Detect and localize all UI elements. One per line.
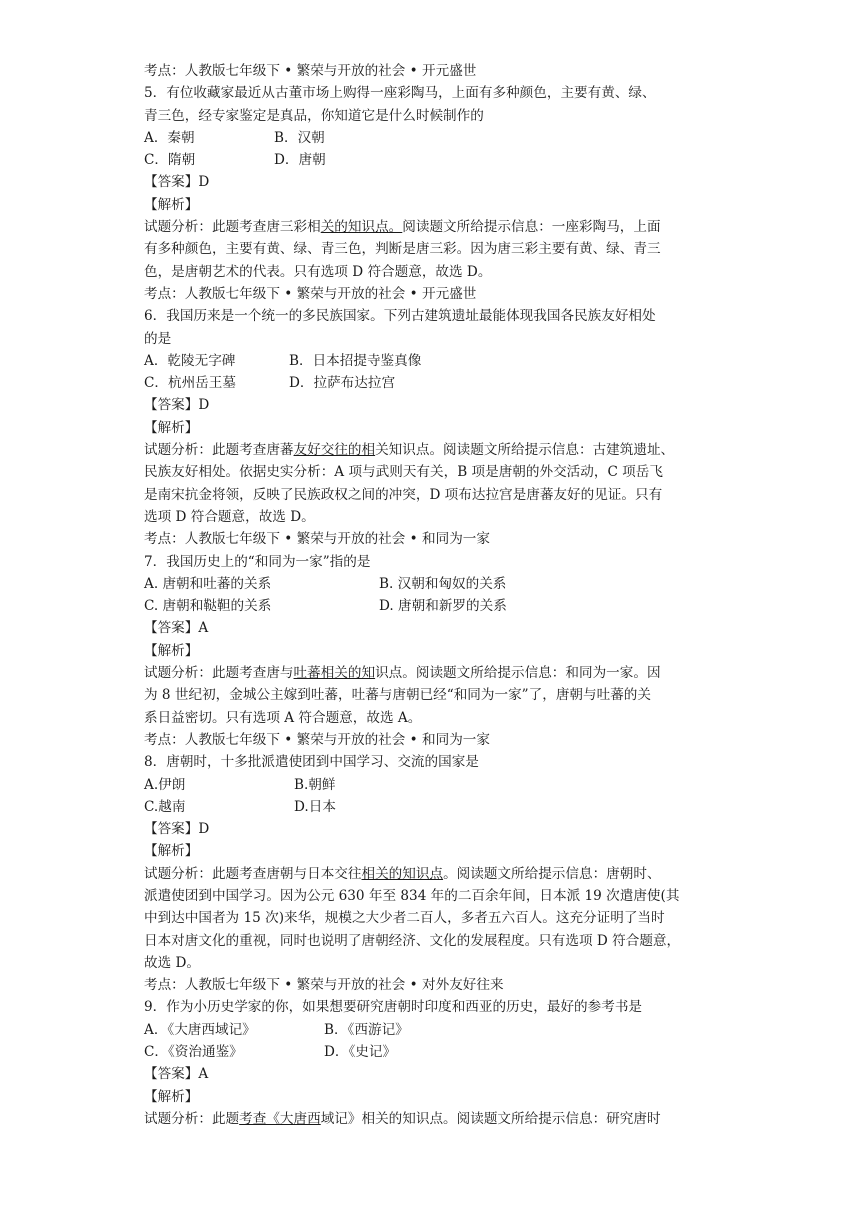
kaodian-line: 考点：人教版七年级下 • 繁荣与开放的社会 • 对外友好往来 (144, 977, 504, 994)
analysis-text: 关知识点。阅读题文所给提示信息：古建筑遗址、 (375, 442, 675, 459)
analysis-line (144, 461, 724, 483)
kaodian-line: 考点：人教版七年级下 • 繁荣与开放的社会 • 开元盛世 (144, 285, 477, 302)
analysis-text: 阅读题文所给提示信息：一座彩陶马，上面 (402, 219, 661, 236)
analysis-line (144, 662, 724, 684)
analysis-text: 试题分析：此题考查唐蕃 (144, 442, 294, 459)
question-block (144, 751, 724, 996)
analysis-line (144, 506, 724, 528)
question-stem: 6．我国历来是一个统一的多民族国家。下列古建筑遗址最能体现我国各民族友好相处 (144, 308, 656, 325)
answer-line: 【答案】D (144, 397, 210, 414)
option-text: D．《史记》 (324, 1044, 397, 1061)
option-row (144, 573, 724, 595)
option-text: C．杭州岳王墓 (144, 375, 236, 392)
option-text: A. 唐朝和吐蕃的关系 (144, 575, 272, 592)
analysis-line (144, 863, 724, 885)
option-row (144, 1041, 724, 1063)
question-stem: 7．我国历史上的“和同为一家”指的是 (144, 553, 371, 570)
option-text: A．秦朝 (144, 129, 195, 146)
analysis-line (144, 707, 724, 729)
option-text: C．隋朝 (144, 152, 196, 169)
analysis-line (144, 930, 724, 952)
kaodian-line: 考点：人教版七年级下 • 繁荣与开放的社会 • 和同为一家 (144, 731, 490, 748)
analysis-text: 中到达中国者为 15 次)来华，规模之大少者二百人，多者五六百人。这充分证明了当时 (144, 910, 665, 927)
analysis-line (144, 885, 724, 907)
underlined-text: 吐蕃相关的知 (293, 665, 376, 682)
option-text: D.日本 (294, 798, 336, 815)
option-text: D. 唐朝和新罗的关系 (379, 598, 507, 615)
analysis-text: 为 8 世纪初，金城公主嫁到吐蕃，吐蕃与唐朝已经“和同为一家”了，唐朝与吐蕃的关 (144, 687, 651, 704)
option-text: A．《大唐西域记》 (144, 1021, 256, 1038)
analysis-text: 色，是唐朝艺术的代表。只有选项 D 符合题意，故选 D。 (144, 263, 492, 280)
analysis-text: 系日益密切。只有选项 A 符合题意，故选 A。 (144, 709, 422, 726)
question-list (144, 82, 724, 1130)
analysis-line (144, 684, 724, 706)
analysis-text: 派遣使团到中国学习。因为公元 630 年至 834 年的二百余年间，日本派 19 次遣唐使(其 (144, 887, 680, 904)
option-text: B．汉朝 (274, 129, 325, 146)
analysis-line (144, 238, 724, 260)
option-text: D．拉萨布达拉宫 (289, 375, 396, 392)
jiexi-heading: 【解析】 (144, 419, 199, 436)
question-stem: 8．唐朝时，十多批派遣使团到中国学习、交流的国家是 (144, 754, 479, 771)
analysis-text: 试题分析：此题考查唐与 (144, 665, 294, 682)
option-row (144, 774, 724, 796)
answer-line: 【答案】D (144, 174, 210, 191)
question-block (144, 996, 724, 1130)
analysis-line (144, 952, 724, 974)
analysis-text: 选项 D 符合题意，故选 D。 (144, 508, 315, 525)
question-stem: 的是 (144, 330, 172, 347)
option-row (144, 127, 724, 149)
option-row (144, 372, 724, 394)
analysis-text: 故选 D。 (144, 954, 201, 971)
question-stem: 青三色，经专家鉴定是真品，你知道它是什么时候制作的 (144, 107, 484, 124)
underlined-text: 关的知识点。 (320, 219, 403, 236)
analysis-text: 日本对唐文化的重视，同时也说明了唐朝经济、文化的发展程度。只有选项 D 符合题意， (144, 932, 681, 949)
document-page (144, 60, 724, 1130)
option-text: C. 唐朝和鞑靼的关系 (144, 598, 272, 615)
analysis-line (144, 261, 724, 283)
underlined-text: 友好交往的相 (293, 442, 376, 459)
jiexi-heading: 【解析】 (144, 843, 199, 860)
analysis-text: 有多种颜色，主要有黄、绿、青三色，判断是唐三彩。因为唐三彩主要有黄、绿、青三 (144, 241, 661, 258)
option-text: C．《资治通鉴》 (144, 1044, 243, 1061)
option-text: B.朝鲜 (294, 776, 336, 793)
analysis-text: 域记》相关的知识点。阅读题文所给提示信息：研究唐时 (320, 1110, 661, 1127)
option-row (144, 1019, 724, 1041)
analysis-text: 试题分析：此题考查唐三彩相 (144, 219, 321, 236)
option-text: A.伊朗 (144, 776, 186, 793)
answer-line: 【答案】A (144, 1066, 209, 1083)
jiexi-heading: 【解析】 (144, 642, 199, 659)
answer-line: 【答案】A (144, 620, 209, 637)
analysis-text: 试题分析：此题 (144, 1110, 240, 1127)
analysis-text: 是南宋抗金将领，反映了民族政权之间的冲突，D 项布达拉宫是唐蕃友好的见证。只有 (144, 486, 663, 503)
option-text: A．乾陵无字碑 (144, 352, 236, 369)
option-row (144, 796, 724, 818)
jiexi-heading: 【解析】 (144, 196, 199, 213)
analysis-line (144, 484, 724, 506)
option-text: B．日本招提寺鉴真像 (289, 352, 422, 369)
analysis-text: 。阅读题文所给提示信息：唐朝时、 (443, 865, 661, 882)
option-row (144, 149, 724, 171)
analysis-line (144, 216, 724, 238)
question-stem: 5．有位收藏家最近从古董市场上购得一座彩陶马，上面有多种颜色，主要有黄、绿、 (144, 85, 656, 102)
question-stem: 9．作为小历史学家的你，如果想要研究唐朝时印度和西亚的历史，最好的参考书是 (144, 999, 643, 1016)
option-text: D．唐朝 (274, 152, 326, 169)
analysis-text: 试题分析：此题考查唐朝与日本交往 (144, 865, 362, 882)
analysis-line (144, 439, 724, 461)
analysis-line (144, 1108, 724, 1130)
question-block (144, 82, 724, 305)
kaodian-line: 考点：人教版七年级下 • 繁荣与开放的社会 • 开元盛世 (144, 63, 477, 79)
answer-line: 【答案】D (144, 821, 210, 838)
option-text: B. 汉朝和匈奴的关系 (379, 575, 507, 592)
option-row (144, 350, 724, 372)
analysis-text: 识点。阅读题文所给提示信息：和同为一家。因 (375, 665, 661, 682)
question-block (144, 551, 724, 752)
underlined-text: 相关的知识点 (361, 865, 444, 882)
underlined-text: 考查《大唐西 (239, 1110, 321, 1127)
jiexi-heading: 【解析】 (144, 1088, 199, 1105)
option-text: B．《西游记》 (324, 1021, 409, 1038)
option-row (144, 595, 724, 617)
option-text: C.越南 (144, 798, 186, 815)
kaodian-line: 考点：人教版七年级下 • 繁荣与开放的社会 • 和同为一家 (144, 531, 490, 548)
analysis-line (144, 907, 724, 929)
question-block (144, 305, 724, 550)
analysis-text: 民族友好相处。依据史实分析：A 项与武则天有关，B 项是唐朝的外交活动，C 项岳飞 (144, 464, 663, 481)
